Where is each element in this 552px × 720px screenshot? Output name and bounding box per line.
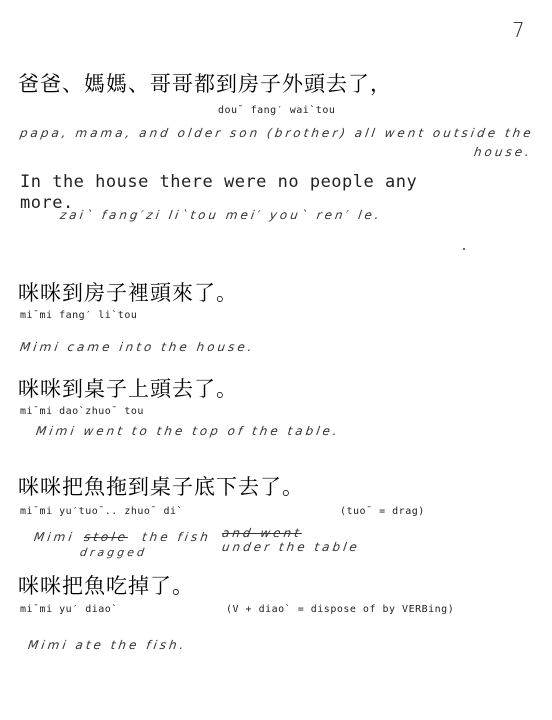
chinese-sentence-1: 爸爸、媽媽、哥哥都到房子外頭去了， — [18, 72, 392, 96]
english-under-5: under the table — [221, 540, 361, 554]
chinese-sentence-4: 咪咪到桌子上頭去了。 — [18, 377, 238, 401]
stray-mark — [463, 248, 465, 250]
page-number: 7 — [512, 18, 525, 42]
english-translation-1-cont: house. — [473, 145, 533, 159]
crossed-out-word-stole: stole — [83, 530, 129, 544]
typed-sentence-line-1: In the house there were no people any — [20, 172, 418, 192]
crossed-out-words-and-went: and went — [221, 526, 303, 540]
english-middle-5: the fish — [141, 530, 212, 544]
typed-sentence-line-2: more. — [20, 193, 74, 213]
pinyin-line-4: mi¯mi dao`zhuo¯ tou — [20, 406, 144, 417]
pinyin-line-5: mi¯mi yu′tuo¯.. zhuo¯ di` — [20, 506, 184, 517]
chinese-sentence-3: 咪咪到房子裡頭來了。 — [18, 281, 238, 305]
pinyin-line-6: mi¯mi yu′ diao` — [20, 604, 118, 615]
english-translation-3: Mimi came into the house. — [19, 340, 256, 354]
vocab-note-5: (tuo¯ = drag) — [340, 506, 425, 517]
handwritten-pinyin-2: zai` fang′zi li`tou mei′ you` ren′ le. — [59, 208, 383, 222]
chinese-sentence-6: 咪咪把魚吃掉了。 — [18, 574, 194, 598]
english-start-5: Mimi — [33, 530, 76, 544]
english-translation-1: papa, mama, and older son (brother) all went outside the — [19, 126, 535, 140]
grammar-note-6: (V + diao` = dispose of by VERBing) — [226, 604, 455, 615]
chinese-sentence-5: 咪咪把魚拖到桌子底下去了。 — [18, 475, 304, 499]
inserted-word-dragged: dragged — [79, 546, 148, 559]
english-translation-4: Mimi went to the top of the table. — [35, 424, 341, 438]
english-translation-6: Mimi ate the fish. — [27, 638, 188, 652]
pinyin-line-1: dou¯ fang′ wai`tou — [218, 105, 336, 116]
pinyin-line-3: mi¯mi fang′ li`tou — [20, 310, 138, 321]
